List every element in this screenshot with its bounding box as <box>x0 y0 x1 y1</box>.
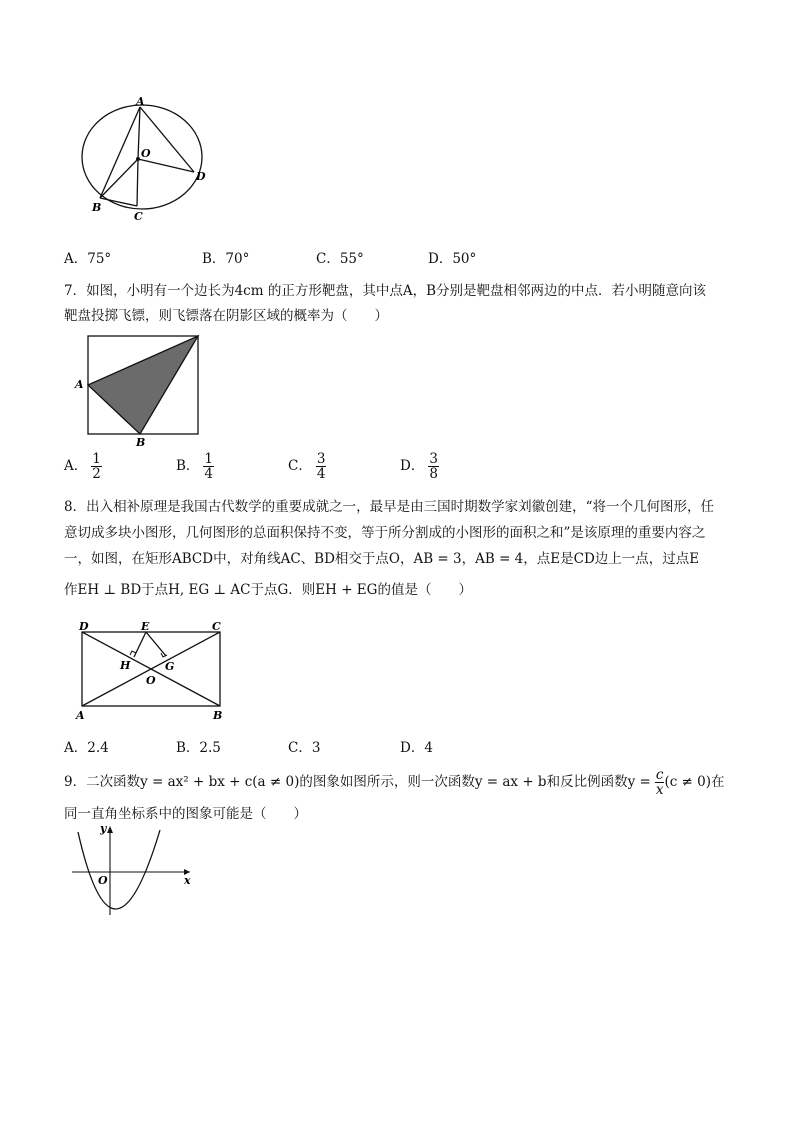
q8-stem-line4: 作EH ⊥ BD于点H, EG ⊥ AC于点G．则EH + EG的值是（ ） <box>64 582 472 598</box>
q7-stem-line1: 7．如图，小明有一个边长为4cm 的正方形靶盘，其中点A，B分别是靶盘相邻两边的中点．若小明随意向该 <box>64 283 707 299</box>
q7-label-b: B <box>136 436 146 449</box>
q7-square-figure <box>70 330 210 450</box>
q9-stem-line1-text: 9．二次函数y = ax² + bx + c(a ≠ 0)的图象如图所示，则一次函数y = ax + b和反比例函数y = <box>64 774 651 791</box>
q6-label-b: B <box>92 201 102 214</box>
q8-label-g: G <box>165 660 175 673</box>
q8-label-h: H <box>120 659 131 672</box>
q7-option-b <box>176 452 214 481</box>
q7-option-a-den: 2 <box>92 466 101 483</box>
q7-option-c-fraction <box>316 452 327 481</box>
q7-option-c-label: C． <box>288 458 312 475</box>
q8-option-a: A．2.4 <box>64 740 109 756</box>
q7-option-a-num: 1 <box>92 451 101 467</box>
q9-label-y: y <box>100 822 107 835</box>
q6-label-d: D <box>196 170 206 183</box>
q7-option-a-fraction <box>91 452 102 481</box>
q7-option-d <box>400 452 439 481</box>
q8-label-b: B <box>213 709 223 722</box>
q6-option-b: B．70° <box>202 251 250 267</box>
q7-option-c-den: 4 <box>316 466 326 483</box>
q8-label-o: O <box>146 674 156 687</box>
q7-stem-line2: 靶盘投掷飞镖，则飞镖落在阴影区域的概率为（ ） <box>64 308 388 324</box>
q6-circle-figure <box>70 95 220 225</box>
q9-parabola-figure <box>68 822 198 917</box>
q8-option-b: B．2.5 <box>176 740 221 756</box>
q9-fraction-c-over-x <box>655 768 665 797</box>
q9-frac-den: x <box>655 782 664 799</box>
q8-label-a: A <box>76 709 85 722</box>
q7-option-d-den: 8 <box>429 466 438 483</box>
q8-stem-line1: 8．出入相补原理是我国古代数学的重要成就之一，最早是由三国时期数学家刘徽创建，“将一个几何图形，任 <box>64 499 714 515</box>
q6-option-c: C．55° <box>316 251 364 267</box>
q7-option-c <box>288 452 326 481</box>
q7-option-a-label: A． <box>64 458 88 475</box>
q7-option-b-num: 1 <box>204 451 214 467</box>
q8-option-c: C．3 <box>288 740 321 756</box>
q9-stem-line1-tail: (c ≠ 0)在 <box>664 774 725 791</box>
q7-option-b-label: B． <box>176 458 200 475</box>
q8-label-e: E <box>141 620 150 633</box>
q7-option-b-fraction <box>203 452 214 481</box>
q7-option-b-den: 4 <box>204 466 214 483</box>
q6-label-o: O <box>141 147 151 160</box>
q7-option-d-label: D． <box>400 458 425 475</box>
q6-option-d: D．50° <box>428 251 477 267</box>
q7-option-c-num: 3 <box>316 451 326 467</box>
q9-stem-line1 <box>64 768 725 797</box>
q8-option-d: D．4 <box>400 740 433 756</box>
q7-option-d-fraction <box>428 452 439 481</box>
q9-label-x: x <box>184 874 191 887</box>
q9-label-o: O <box>98 874 108 887</box>
q7-option-a <box>64 452 102 481</box>
q7-label-a: A <box>75 378 84 391</box>
q8-stem-line2: 意切成多块小图形，几何图形的总面积保持不变，等于所分割成的小图形的面积之和”是该原理的重要内容之 <box>64 525 706 541</box>
q8-label-d: D <box>79 620 89 633</box>
q8-label-c: C <box>212 620 221 633</box>
q8-rectangle-figure <box>70 618 235 723</box>
q8-stem-line3: 一，如图，在矩形ABCD中，对角线AC、BD相交于点O，AB = 3，AB = 4，点E是CD边上一点，过点E <box>64 551 700 567</box>
q6-option-a: A．75° <box>64 251 112 267</box>
q9-stem-line2: 同一直角坐标系中的图象可能是（ ） <box>64 806 307 822</box>
q6-label-a: A <box>136 95 145 108</box>
q6-label-c: C <box>134 210 143 223</box>
q9-frac-num: c <box>655 767 664 783</box>
q7-option-d-num: 3 <box>429 451 438 467</box>
